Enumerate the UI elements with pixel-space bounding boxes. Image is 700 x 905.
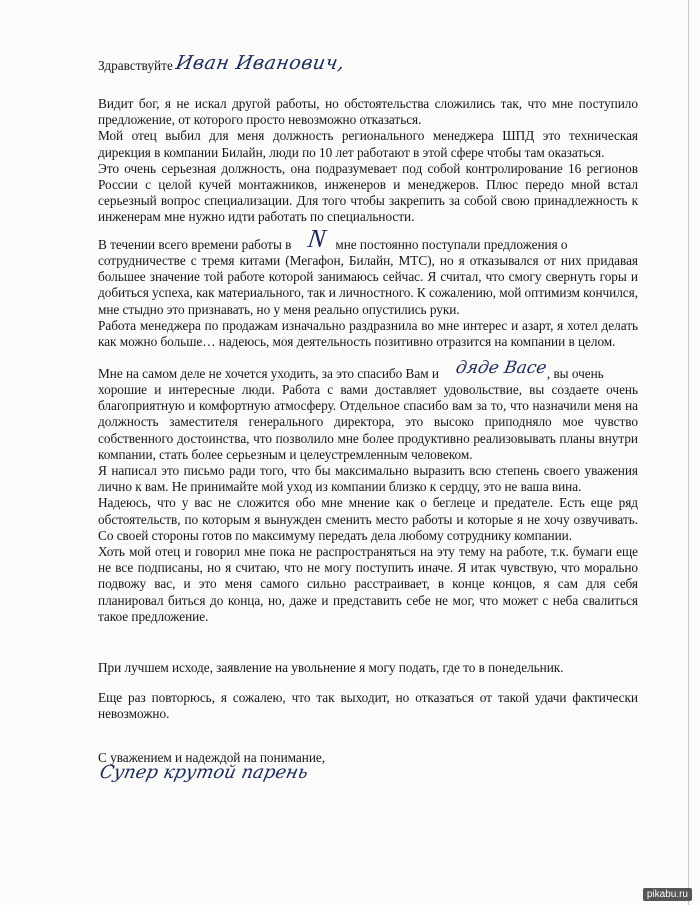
greeting-prefix: Здравствуйте [98, 58, 173, 73]
paragraph-3-after-name: , вы очень [546, 366, 604, 381]
closing-line: С уважением и надеждой на понимание, [98, 750, 326, 765]
paragraph-2-after-mark: мне постоянно поступали предложения о [335, 237, 568, 252]
paragraph-1: Видит бог, я не искал другой работы, но обстоятельства сложились так, что мне поступило предложение, от которого просто невозможно отказаться. Мой отец выбил для меня должность регионального менеджера ШПД это техническая дирекция в компании Билайн, люди по 10 лет работают в этой сфере чтобы там оказаться. Это очень серьезная должность, она подразумевает под собой контролирование 16 регионов России с целой кучей монтажников, инженеров и менеджеров. Плюс передо мной встал серьезный вопрос специализации. Для того чтобы закрепить за собой свою принадлежность к инженерам мне нужно идти работать по специальности. [98, 96, 638, 225]
paragraph-2-rest: сотрудничестве с тремя китами (Мегафон, Билайн, МТС), но я отказывался от них придавая большее значение той работе которой занимаюсь сейчас. Я считал, что смогу свернуть горы и добиться успеха, как материального, так и личностного. К сожалению, мой оптимизм кончился, мне стыдно это признавать, но у меня реально опустились руки. Работа менеджера по продажам изначально раздразнила во мне интерес и азарт, я хотел делать как можно больше… надеюсь, моя деятельность позитивно отразится на компании в целом. [98, 253, 638, 350]
paragraph-3-rest: хорошие и интересные люди. Работа с вами доставляет удовольствие, вы создаете очень благоприятную и комфортную атмосферу. Отдельное спасибо вам за то, что назначили меня на должность заместителя генерального директора, это высоко приподняло мое чувство собственного достоинства, что позволило мне более продуктивно реализовывать планы внутри компании, стать более серьезным и целеустремленным человеком. Я написал это письмо ради того, что бы максимально выразить всю степень своего уважения лично к вам. Не принимайте мой уход из компании близко к сердцу, это не ваша вина. Надеюсь, что у вас не сложится обо мне мнение как о беглеце и предателе. Есть еще ряд обстоятельств, по которым я вынужден сменить место работы и которые я не хочу озвучивать. Со своей стороны готов по максимуму передать дела любому сотруднику компании. Хоть мой отец и говорил мне пока не распространяться на эту тему на работе, т.к. бумаги еще не все подписаны, но я считаю, что не могу поступить иначе. Я итак чувствую, что морально подвожу вас, и это меня самого сильно расстраивает, в конце концов, я сам для себя планировал биться до конца, но, даже и представить себе не мог, что может с неба свалиться такое предложение. [98, 382, 638, 624]
paragraph-5: Еще раз повторюсь, я сожалею, что так выходит, но отказаться от такой удачи фактически невозможно. [98, 690, 638, 722]
handwritten-company-mark: N [306, 224, 328, 253]
handwritten-addressee: Иван Иванович, [174, 52, 347, 74]
paragraph-2-before-mark: В течении всего времени работы в [98, 237, 292, 252]
handwritten-signature: Супер крутой парень [97, 762, 311, 783]
scan-edge [688, 0, 689, 905]
watermark: pikabu.ru [643, 888, 692, 901]
paragraph-3-before-name: Мне на самом деле не хочется уходить, за это спасибо Вам и [98, 366, 439, 381]
handwritten-uncle-vasya: дяде Васе [454, 358, 549, 378]
paragraph-2-start [98, 237, 568, 253]
paragraph-4: При лучшем исходе, заявление на увольнение я могу подать, где то в понедельник. [98, 660, 564, 675]
